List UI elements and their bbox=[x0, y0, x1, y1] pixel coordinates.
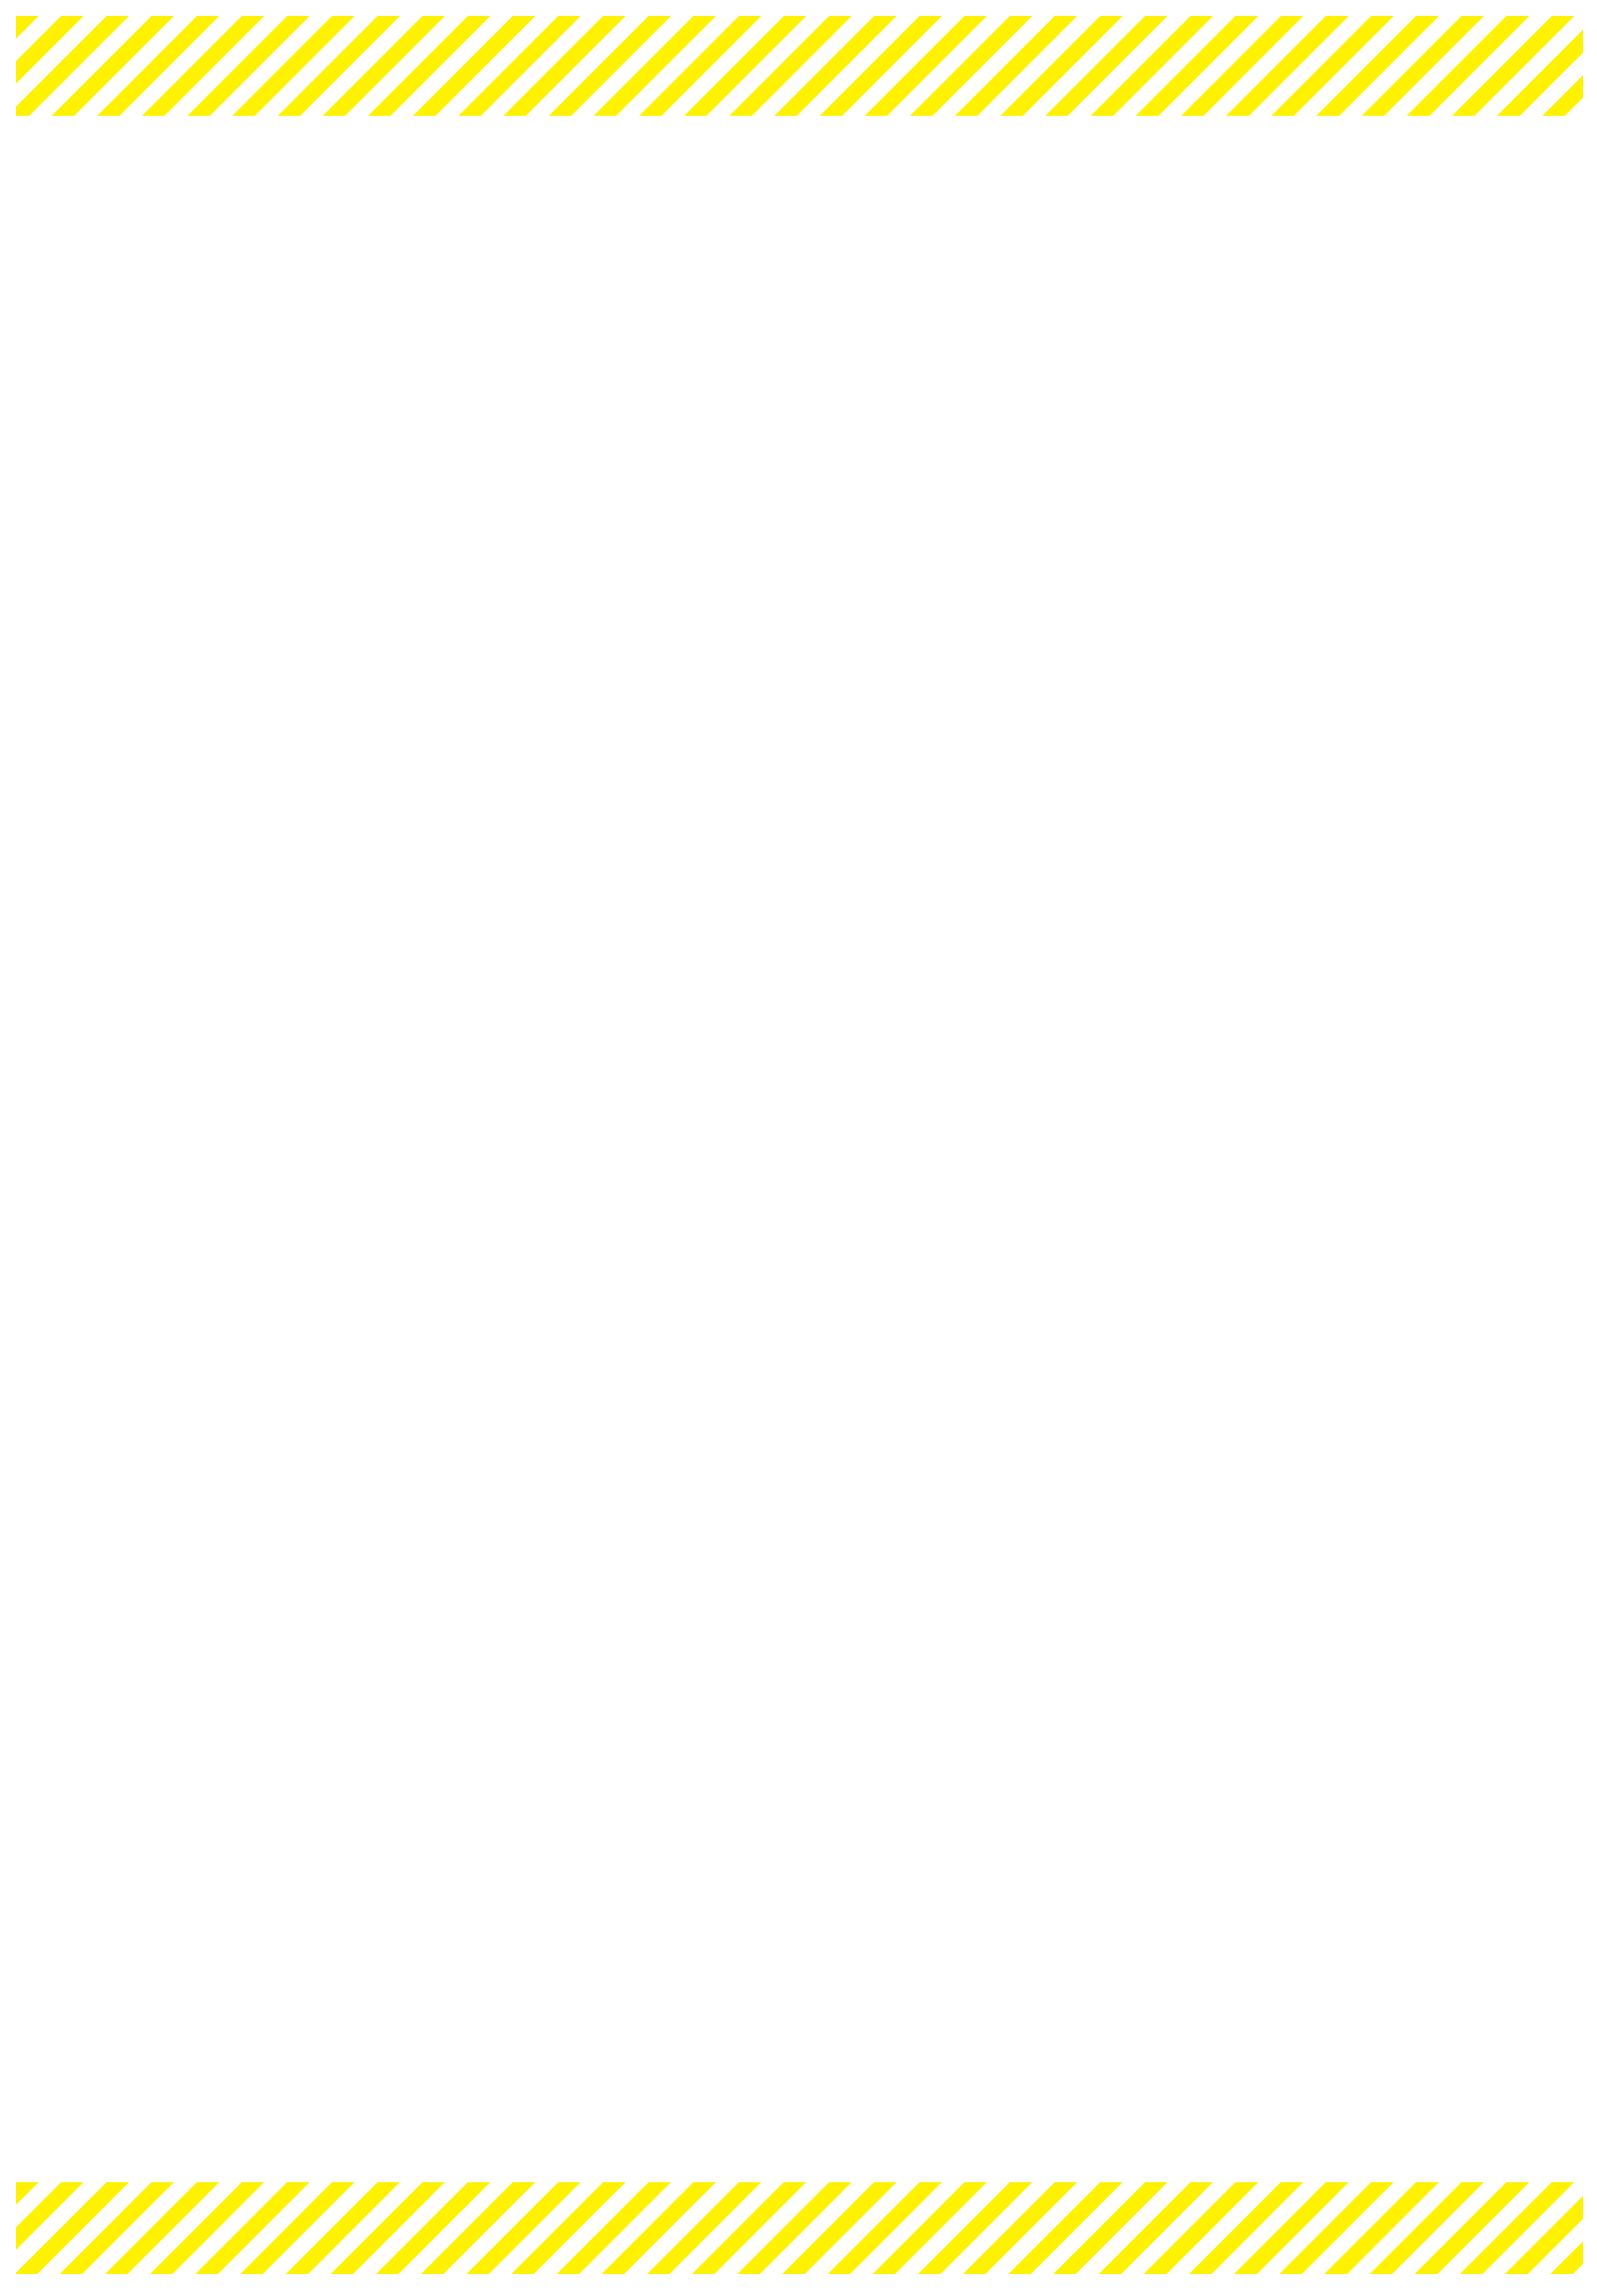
lower-text-block bbox=[30, 1238, 1447, 2136]
top-stripe-banner bbox=[16, 16, 1583, 116]
bottom-stripe-banner bbox=[16, 2182, 1583, 2274]
upper-text-block bbox=[30, 170, 1447, 1078]
